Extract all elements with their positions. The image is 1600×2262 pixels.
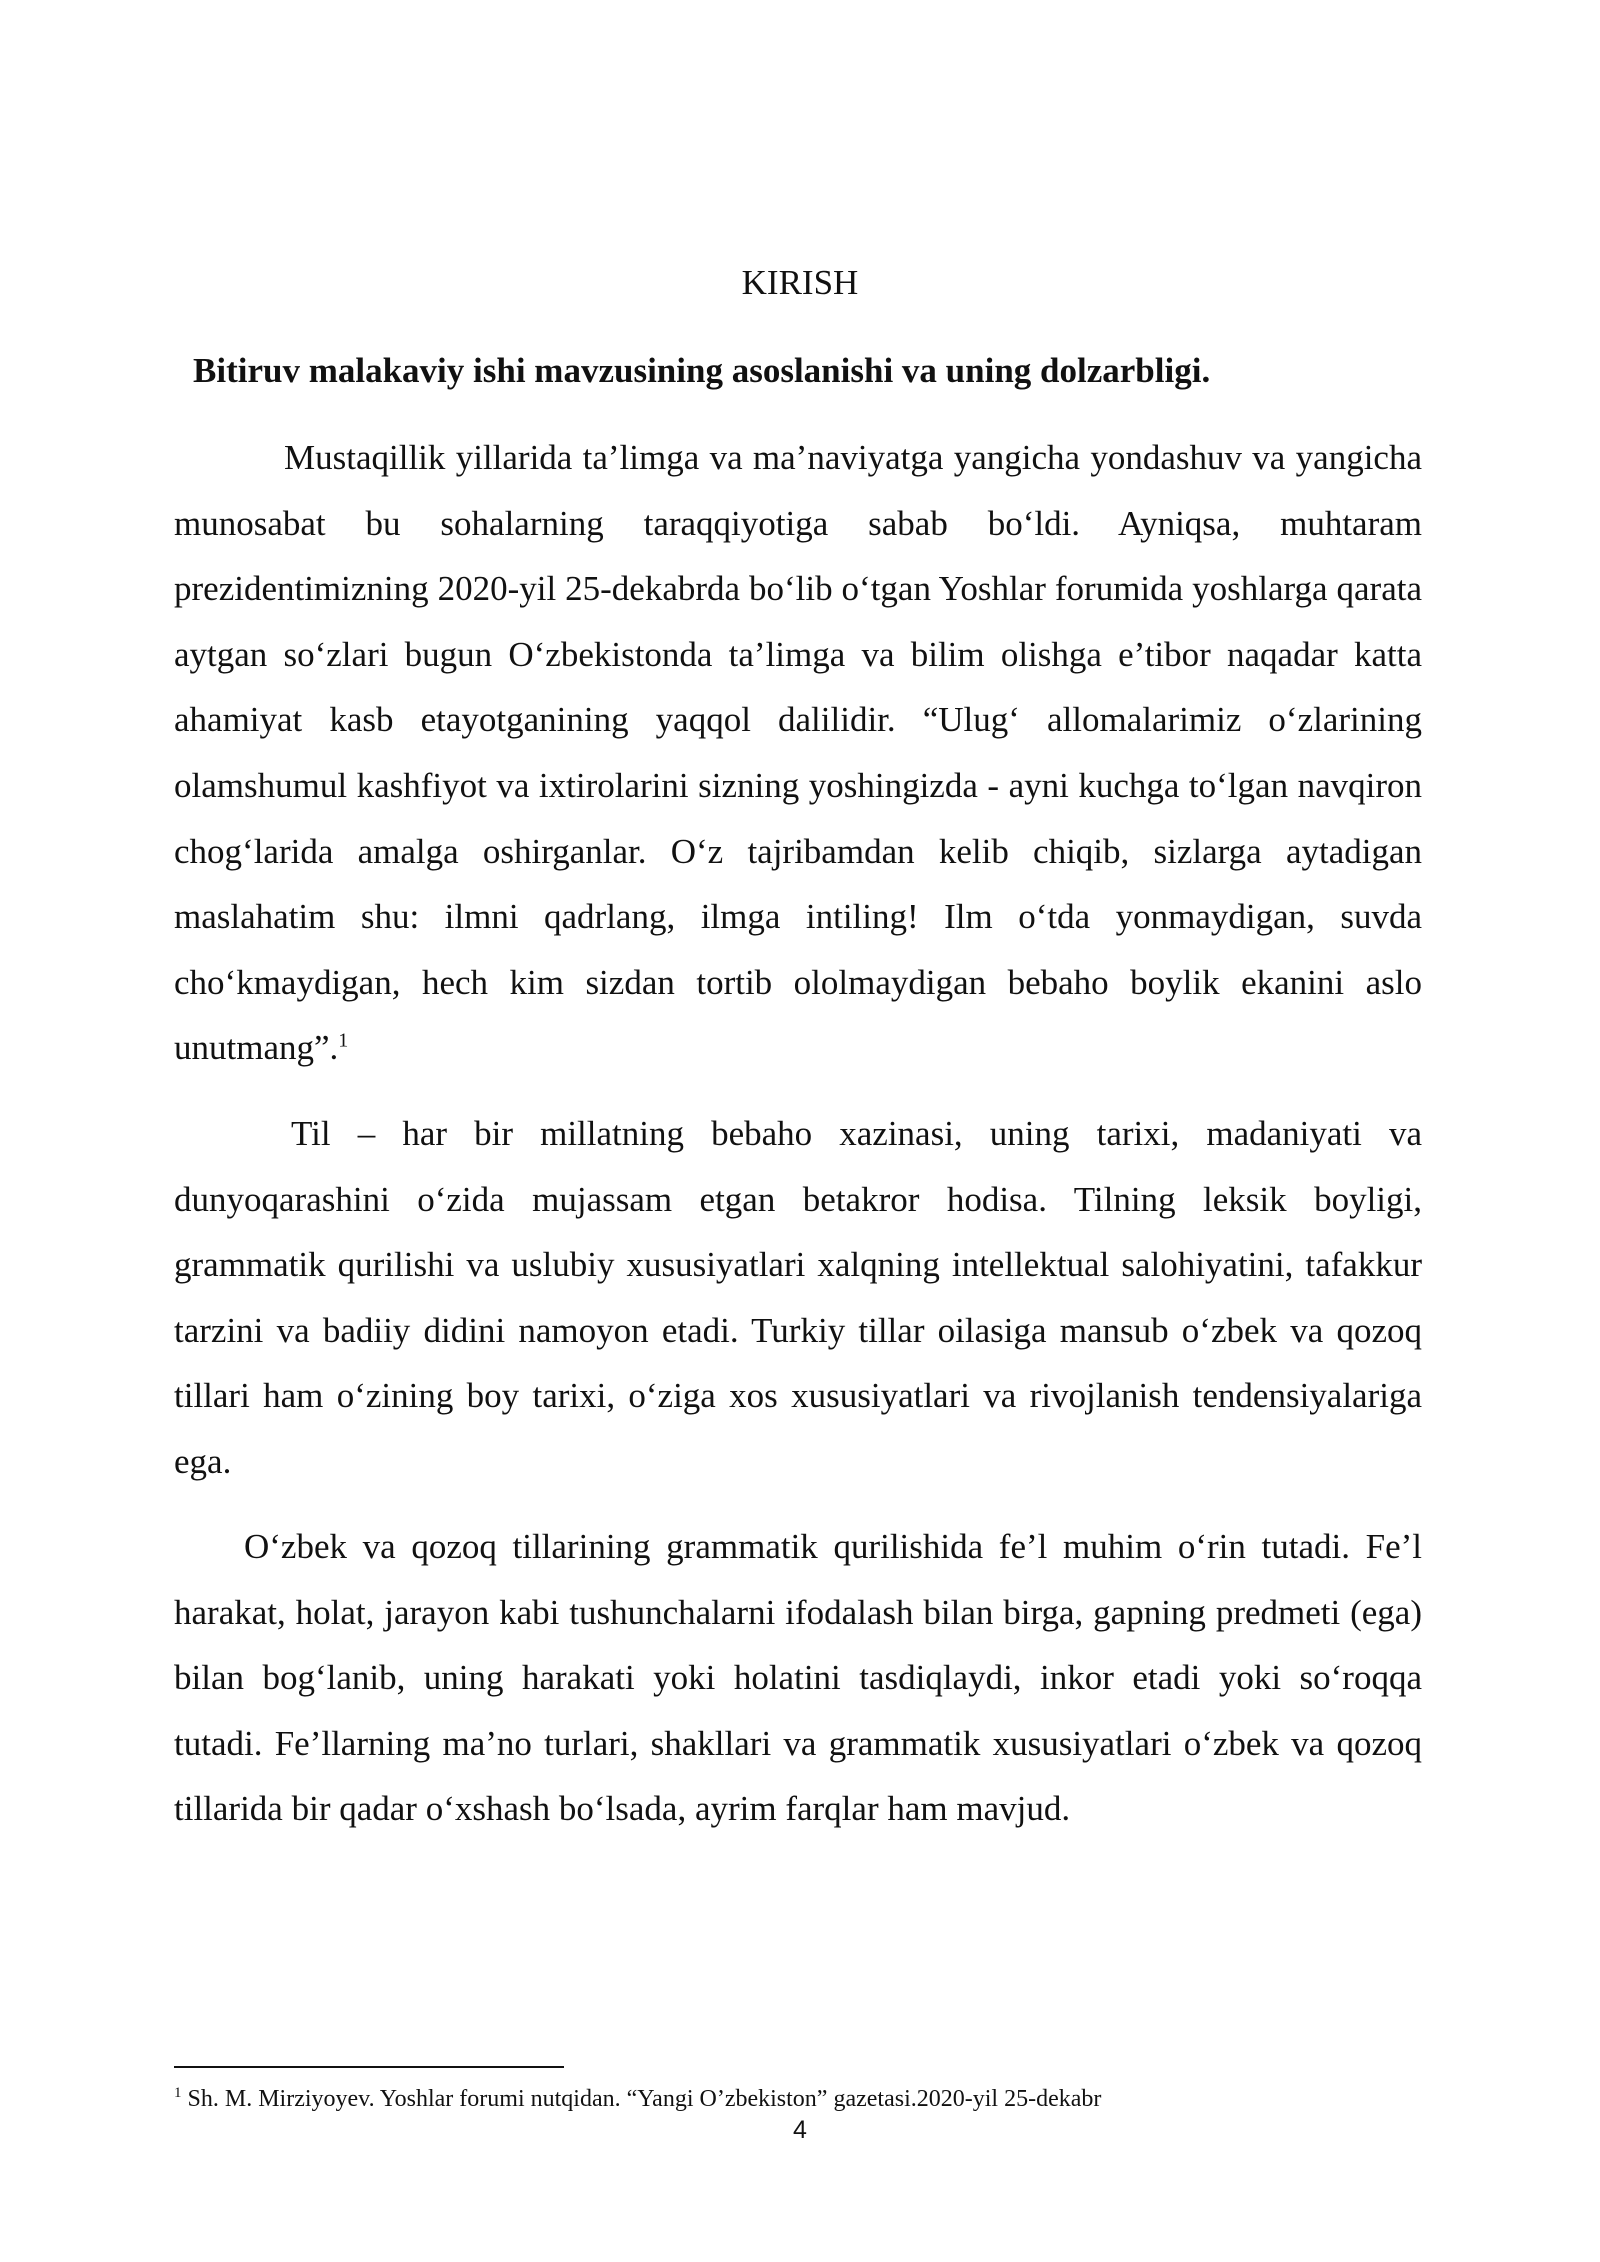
section-subheading: Bitiruv malakaviy ishi mavzusining asoslanishi va uning dolzarbligi.: [193, 351, 1211, 390]
footnote-number: 1: [174, 2085, 182, 2101]
footnote-text: Sh. M. Mirziyoyev. Yoshlar forumi nutqidan. “Yangi O’zbekiston” gazetasi.2020-yil 25-dekabr: [187, 2086, 1102, 2112]
paragraph-1: [174, 425, 1422, 1081]
section-heading: KIRISH: [741, 263, 859, 302]
footnote-separator: [174, 2066, 564, 2068]
paragraph-2: Til – har bir millatning bebaho xazinasi, uning tarixi, madaniyati va dunyoqarashini o‘zida mujassam etgan betakror hodisa. Tilning leksik boyligi, grammatik qurilishi va uslubiy xususiyatlari xalqning intellektual salohiyatini, tafakkur tarzini va badiiy didini namoyon etadi. Turkiy tillar oilasiga mansub o‘zbek va qozoq tillari ham o‘zining boy tarixi, o‘ziga xos xususiyatlari va rivojlanish tendensiyalariga ega.: [174, 1114, 1422, 1481]
footnote: [174, 2083, 1422, 2115]
footnote-reference[interactable]: 1: [338, 1029, 349, 1052]
paragraph-3: O‘zbek va qozoq tillarining grammatik qurilishida fe’l muhim o‘rin tutadi. Fe’l harakat, holat, jarayon kabi tushunchalarni ifodalash bilan birga, gapning predmeti (ega) bilan bog‘lanib, uning harakati yoki holatini tasdiqlaydi, inkor etadi yoki so‘roqqa tutadi. Fe’llarning ma’no turlari, shakllari va grammatik xususiyatlari o‘zbek va qozoq tillarida bir qadar o‘xshash bo‘lsada, ayrim farqlar ham mavjud.: [174, 1527, 1422, 1829]
page-number: 4: [793, 2116, 807, 2144]
paragraph-1-text: Mustaqillik yillarida ta’limga va ma’naviyatga yangicha yondashuv va yangicha munosabat bu sohalarning taraqqiyotiga sabab bo‘ldi. Ayniqsa, muhtaram prezidentimizning 2020-yil 25-dekabrda bo‘lib o‘tgan Yoshlar forumida yoshlarga qarata aytgan so‘zlari bugun O‘zbekistonda ta’limga va bilim olishga e’tibor naqadar katta ahamiyat kasb etayotganining yaqqol dalilidir. “Ulug‘ allomalarimiz o‘zlarining olamshumul kashfiyot va ixtirolarini sizning yoshingizda - ayni kuchga to‘lgan navqiron chog‘larida amalga oshirganlar. O‘z tajribamdan kelib chiqib, sizlarga aytadigan maslahatim shu: ilmni qadrlang, ilmga intiling! Ilm o‘tda yonmaydigan, suvda cho‘kmaydigan, hech kim sizdan tortib ololmaydigan bebaho boylik ekanini aslo unutmang”.: [174, 438, 1422, 1068]
